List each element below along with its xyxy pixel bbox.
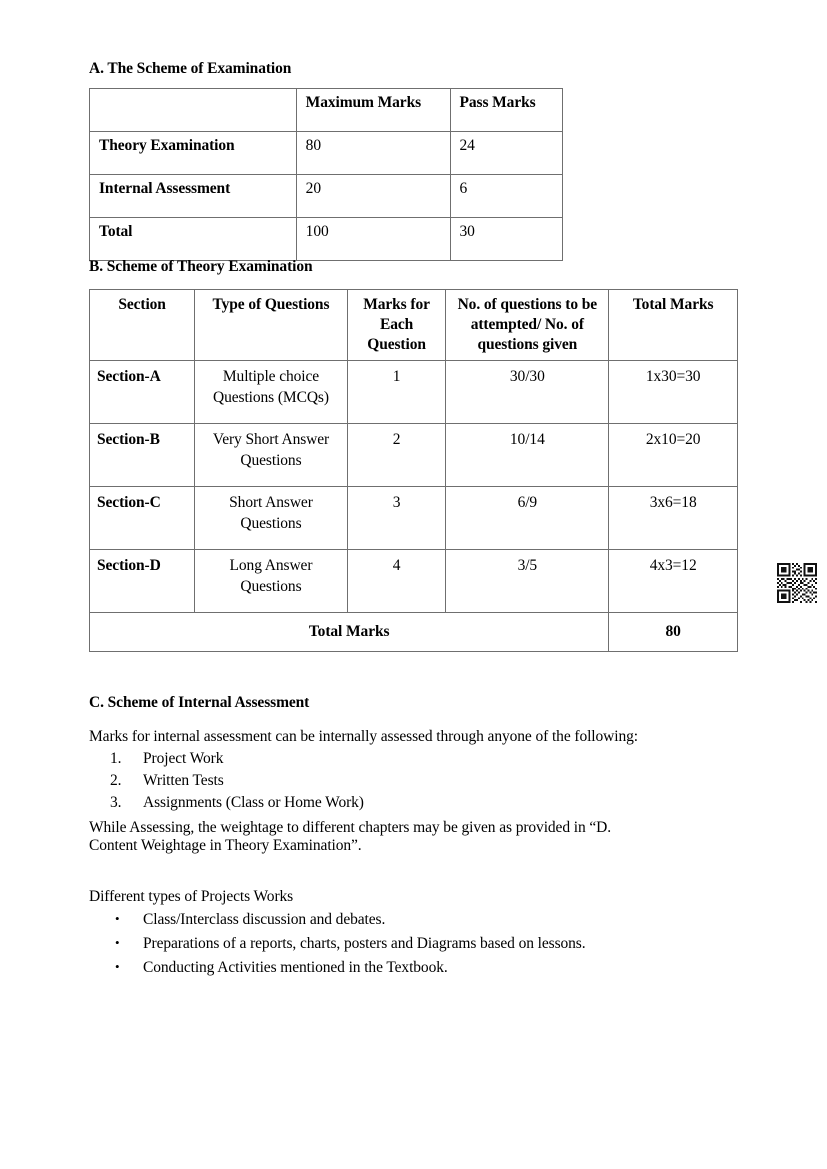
list-marker: 2. [110, 772, 122, 789]
table-b-row-section: Section-C [90, 487, 195, 550]
list-item-label: Class/Interclass discussion and debates. [143, 911, 386, 928]
table-row [90, 218, 563, 261]
table-row [90, 550, 738, 613]
table-b-row-marks-each: 4 [347, 550, 446, 613]
list-marker: 1. [110, 750, 122, 767]
table-row [90, 132, 563, 175]
table-b-footer-value: 80 [609, 613, 738, 652]
projects-works-heading: Different types of Projects Works [89, 888, 294, 905]
table-a-row-maximum-marks: 80 [296, 132, 450, 175]
list-item-label: Conducting Activities mentioned in the Textbook. [143, 959, 448, 976]
projects-works-list [89, 908, 586, 980]
table-b-row-section: Section-B [90, 424, 195, 487]
table-b-row-type: Multiple choice Questions (MCQs) [195, 361, 348, 424]
table-row [90, 613, 738, 652]
scheme-of-examination-table [89, 88, 563, 261]
section-a-heading: A. The Scheme of Examination [89, 60, 292, 77]
table-b-row-questions: 3/5 [446, 550, 609, 613]
internal-assessment-methods-list [89, 748, 364, 814]
internal-assessment-intro: Marks for internal assessment can be internally assessed through anyone of the following: [89, 728, 638, 745]
table-row [90, 290, 738, 361]
bullet-icon: • [115, 911, 120, 926]
table-b-row-questions: 6/9 [446, 487, 609, 550]
table-b-row-type: Very Short Answer Questions [195, 424, 348, 487]
table-b-footer-label: Total Marks [90, 613, 609, 652]
qr-code-icon [777, 563, 817, 603]
table-a-row-label: Total [90, 218, 297, 261]
table-b-header-type: Type of Questions [195, 290, 348, 361]
table-b-row-questions: 30/30 [446, 361, 609, 424]
table-a-row-pass-marks: 30 [450, 218, 563, 261]
table-a-row-label: Theory Examination [90, 132, 297, 175]
table-b-row-total: 1x30=30 [609, 361, 738, 424]
bullet-icon: • [115, 935, 120, 950]
list-item-label: Preparations of a reports, charts, posters and Diagrams based on lessons. [143, 935, 586, 952]
list-item [89, 956, 586, 980]
table-a-header-maximum-marks: Maximum Marks [296, 89, 450, 132]
table-a-row-pass-marks: 24 [450, 132, 563, 175]
table-a-row-pass-marks: 6 [450, 175, 563, 218]
table-a-row-maximum-marks: 100 [296, 218, 450, 261]
scheme-of-theory-examination-table [89, 289, 738, 652]
table-a-row-maximum-marks: 20 [296, 175, 450, 218]
assessing-note-line-1: While Assessing, the weightage to different chapters may be given as provided in “D. [89, 819, 612, 836]
list-item [89, 770, 364, 792]
table-row [90, 175, 563, 218]
table-b-row-type: Short Answer Questions [195, 487, 348, 550]
table-a-row-label: Internal Assessment [90, 175, 297, 218]
table-b-header-total-marks: Total Marks [609, 290, 738, 361]
table-b-header-questions: No. of questions to be attempted/ No. of questions given [446, 290, 609, 361]
list-item [89, 908, 586, 932]
list-item [89, 748, 364, 770]
list-item-label: Assignments (Class or Home Work) [143, 794, 364, 811]
table-b-row-section: Section-D [90, 550, 195, 613]
table-row [90, 487, 738, 550]
table-b-row-type: Long Answer Questions [195, 550, 348, 613]
list-item-label: Written Tests [143, 772, 224, 789]
table-b-row-section: Section-A [90, 361, 195, 424]
bullet-icon: • [115, 959, 120, 974]
table-row [90, 424, 738, 487]
table-a-header-pass-marks: Pass Marks [450, 89, 563, 132]
table-b-row-total: 3x6=18 [609, 487, 738, 550]
table-b-row-questions: 10/14 [446, 424, 609, 487]
list-item [89, 932, 586, 956]
table-row [90, 89, 563, 132]
table-b-row-total: 4x3=12 [609, 550, 738, 613]
table-b-header-marks-each: Marks for Each Question [347, 290, 446, 361]
table-row [90, 361, 738, 424]
table-b-row-marks-each: 1 [347, 361, 446, 424]
assessing-note-line-2: Content Weightage in Theory Examination”. [89, 837, 362, 854]
section-b-heading: B. Scheme of Theory Examination [89, 258, 313, 275]
table-b-row-total: 2x10=20 [609, 424, 738, 487]
section-c-heading: C. Scheme of Internal Assessment [89, 694, 310, 711]
table-b-row-marks-each: 3 [347, 487, 446, 550]
list-item [89, 792, 364, 814]
list-item-label: Project Work [143, 750, 224, 767]
table-b-header-section: Section [90, 290, 195, 361]
table-b-row-marks-each: 2 [347, 424, 446, 487]
list-marker: 3. [110, 794, 122, 811]
table-a-header-blank [90, 89, 297, 132]
